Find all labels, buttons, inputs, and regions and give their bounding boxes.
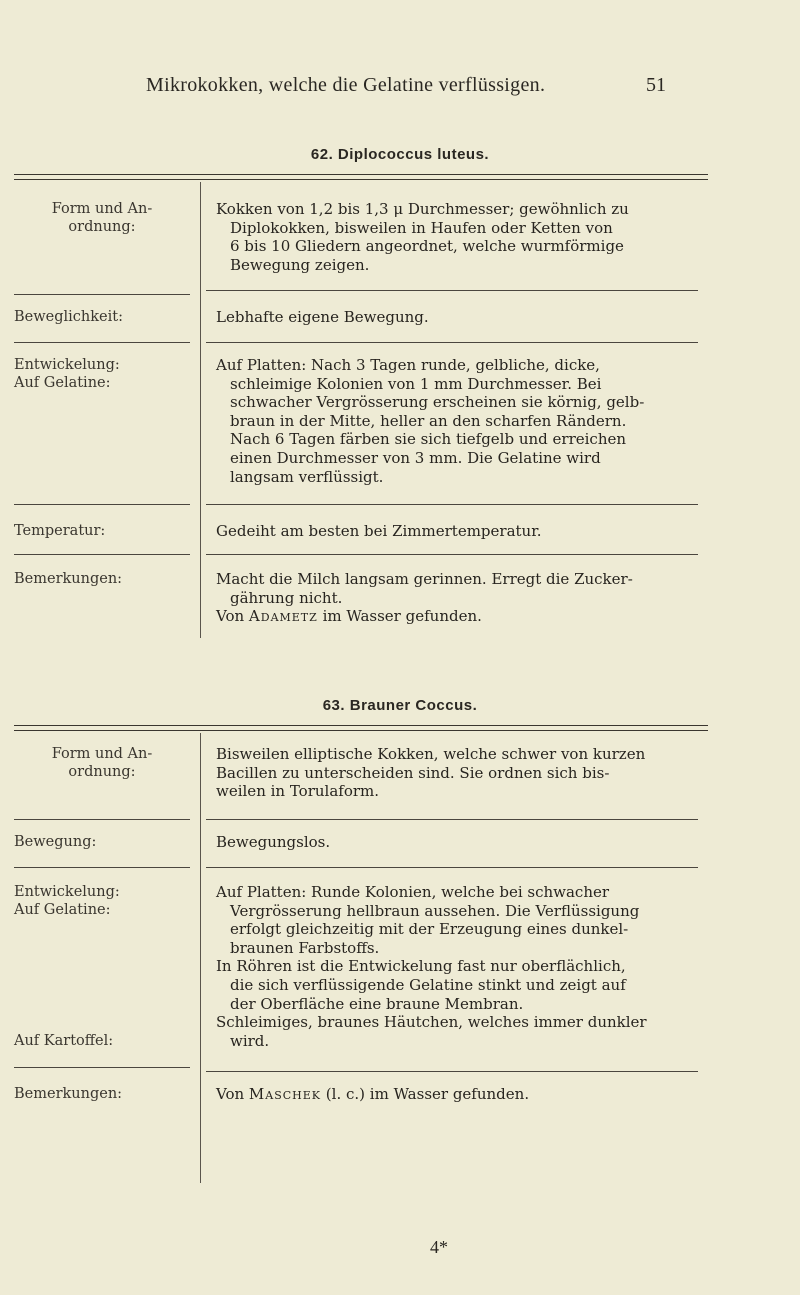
- row-separator: [14, 1067, 190, 1068]
- author-name: Adametz: [248, 607, 318, 626]
- row-label: Form und An- ordnung:: [51, 746, 153, 780]
- row-label: Bemerkungen:: [14, 1086, 123, 1102]
- row-separator: [14, 819, 190, 820]
- finder-line: Von Adametz im Wasser gefunden.: [216, 607, 482, 626]
- section-63-top-rule: [14, 725, 708, 731]
- section-63-title: 63. Brauner Coccus.: [322, 697, 478, 714]
- row-separator: [206, 867, 698, 868]
- row-text: Kokken von 1,2 bis 1,3 μ Durchmesser; gewöhnlich zu Diplokokken, bisweilen in Haufen oder Ketten von 6 bis 10 Gliedern angeordnet, welche wurmförmige Bewegung zeigen.: [216, 200, 629, 274]
- row-separator: [206, 290, 698, 291]
- row-label: Beweglichkeit:: [14, 309, 123, 325]
- row-separator: [14, 342, 190, 343]
- row-separator: [14, 294, 190, 295]
- row-text: Gedeiht am besten bei Zimmertemperatur.: [216, 522, 542, 540]
- row-label: Bewegung:: [14, 834, 97, 850]
- row-label: Entwickelung: Auf Gelatine:: [14, 884, 120, 918]
- row-separator: [206, 1071, 698, 1072]
- section-62-top-rule: [14, 174, 708, 180]
- row-separator: [206, 554, 698, 555]
- finder-line: Von Maschek (l. c.) im Wasser gefunden.: [216, 1085, 530, 1103]
- running-head: [146, 74, 666, 104]
- row-label: Form und An- ordnung:: [51, 201, 153, 235]
- row-separator: [14, 504, 190, 505]
- column-divider: [200, 733, 201, 1183]
- row-label: Bemerkungen:: [14, 571, 123, 587]
- row-text: Auf Platten: Runde Kolonien, welche bei schwacher Vergrösserung hellbraun aussehen. Die Verflüssigung erfolgt gleichzeitig mit der Erzeugung eines dunkel- braunen Farbstoffs. In Röhren ist die Entwickelung fast nur oberflächlich, die sich verflüssigende Gelatine stinkt und zeigt auf der Oberfläche eine braune Membran. Schleimiges, braunes Häutchen, welches immer dunkler wird.: [216, 883, 647, 1050]
- row-sublabel: Auf Kartoffel:: [14, 1033, 114, 1049]
- running-title: Mikrokokken, welche die Gelatine verflüssigen.: [146, 74, 546, 96]
- row-text: Bisweilen elliptische Kokken, welche schwer von kurzen Bacillen zu unterscheiden sind. Sie ordnen sich bis- weilen in Torulaform.: [216, 745, 646, 801]
- row-text: Auf Platten: Nach 3 Tagen runde, gelbliche, dicke, schleimige Kolonien von 1 mm Durchmesser. Bei schwacher Vergrösserung erscheinen sie körnig, gelb- braun in der Mitte, heller an den scharfen Rändern. Nach 6 Tagen färben sie sich tiefgelb und erreichen einen Durchmesser von 3 mm. Die Gelatine wird langsam verflüssigt.: [216, 356, 645, 486]
- page-number: 51: [646, 74, 666, 96]
- row-text: [216, 1085, 714, 1104]
- sheet-signature: 4*: [430, 1237, 448, 1257]
- row-separator: [14, 867, 190, 868]
- row-label: Entwickelung: Auf Gelatine:: [14, 357, 120, 391]
- row-text: Lebhafte eigene Bewegung.: [216, 308, 429, 326]
- row-separator: [206, 819, 698, 820]
- row-separator: [206, 342, 698, 343]
- row-text: Macht die Milch langsam gerinnen. Erregt die Zucker- gährung nicht. Von Adametz im Wasser gefunden.: [216, 570, 714, 626]
- row-separator: [14, 554, 190, 555]
- row-text: Bewegungslos.: [216, 833, 331, 851]
- row-label: Temperatur:: [14, 523, 106, 539]
- author-name: Maschek: [248, 1085, 322, 1103]
- column-divider: [200, 182, 201, 638]
- row-separator: [206, 504, 698, 505]
- section-62-title: 62. Diplococcus luteus.: [310, 146, 490, 163]
